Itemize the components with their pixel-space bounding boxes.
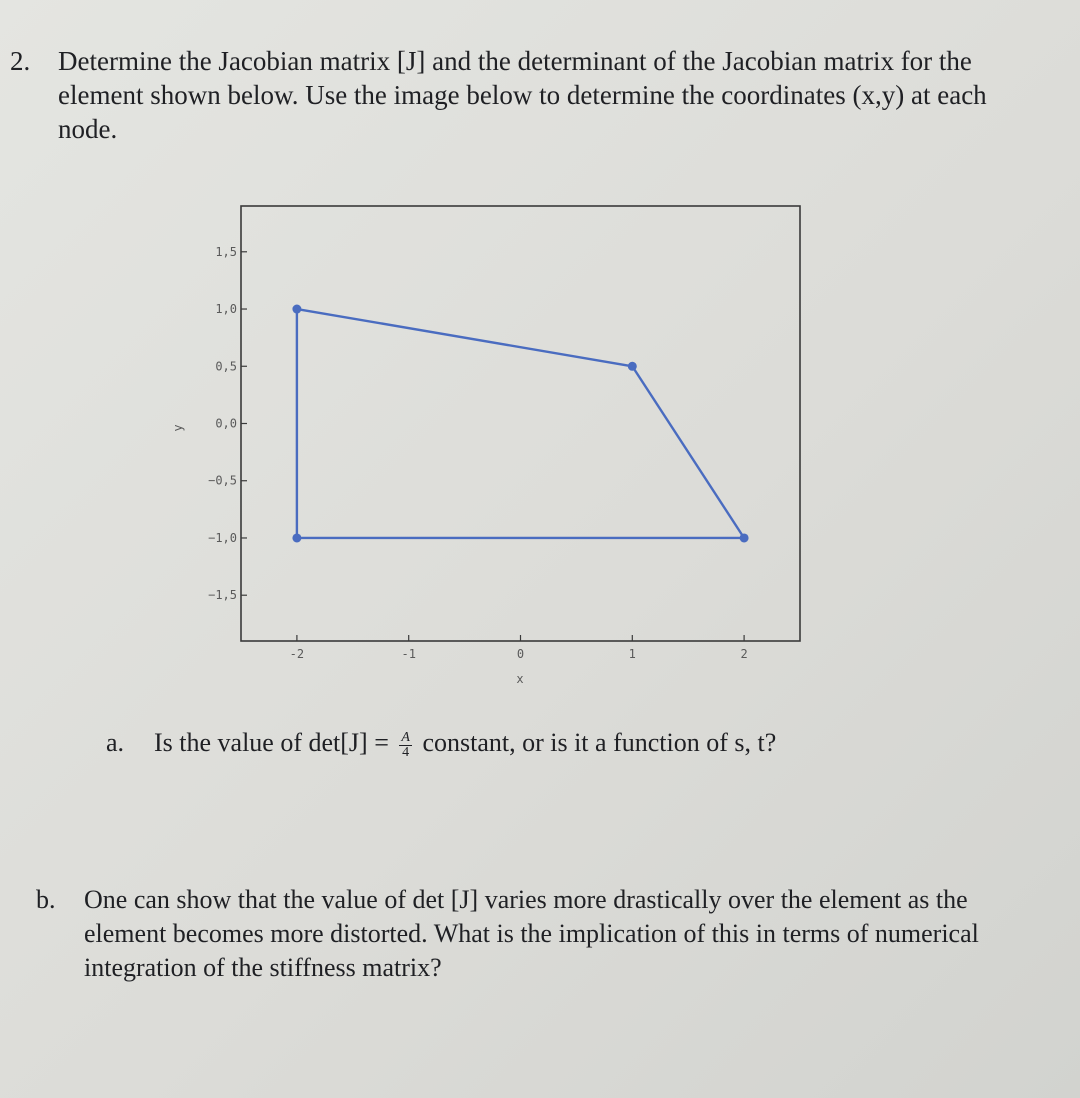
part-b-text: One can show that the value of det [J] varies more drastically over the element as the element becomes more distorted. What is the implication of this in terms of numerical integration of the stiffness matrix?: [84, 885, 979, 982]
part-a-text: [154, 726, 776, 760]
y-tick-label: −1,5: [208, 588, 237, 603]
y-tick-label: 0,0: [215, 416, 237, 431]
x-axis-ticks: [290, 635, 748, 661]
plot-frame: [241, 206, 800, 641]
element-nodes: [292, 305, 748, 543]
x-tick-label: 2: [740, 647, 748, 661]
node-marker: [292, 533, 301, 542]
y-tick-label: −1,0: [208, 530, 237, 545]
fraction: [399, 731, 412, 760]
question-number: 2.: [10, 46, 31, 76]
part-a-after: constant, or is it a function of s, t?: [422, 728, 777, 757]
node-marker: [628, 362, 637, 371]
element-edge-line: [297, 309, 744, 538]
part-a-label: a.: [106, 728, 125, 757]
part-b-label: b.: [36, 885, 56, 914]
fraction-denominator: 4: [402, 744, 410, 760]
x-tick-label: -2: [289, 647, 305, 661]
y-axis-label: y: [171, 424, 185, 432]
y-tick-label: 0,5: [215, 359, 237, 374]
node-marker: [292, 305, 301, 314]
part-a-before: Is the value of det[J] =: [154, 728, 389, 757]
part-a: [106, 726, 986, 760]
element-outline: [297, 309, 744, 538]
x-tick-label: 0: [516, 647, 525, 661]
y-tick-label: 1,0: [215, 302, 237, 317]
x-tick-label: 1: [628, 647, 636, 661]
x-tick-label: -1: [401, 647, 416, 661]
question-text: Determine the Jacobian matrix [J] and the determinant of the Jacobian matrix for the element shown below. Use the image below to determine the coordinates (x,y) at each node.: [58, 46, 987, 144]
part-b: [36, 883, 996, 985]
node-marker: [740, 533, 749, 542]
fraction-numerator: A: [401, 729, 410, 745]
y-tick-label: −0,5: [208, 473, 237, 488]
x-axis-label: x: [516, 672, 524, 686]
y-tick-label: 1,5: [215, 244, 237, 259]
